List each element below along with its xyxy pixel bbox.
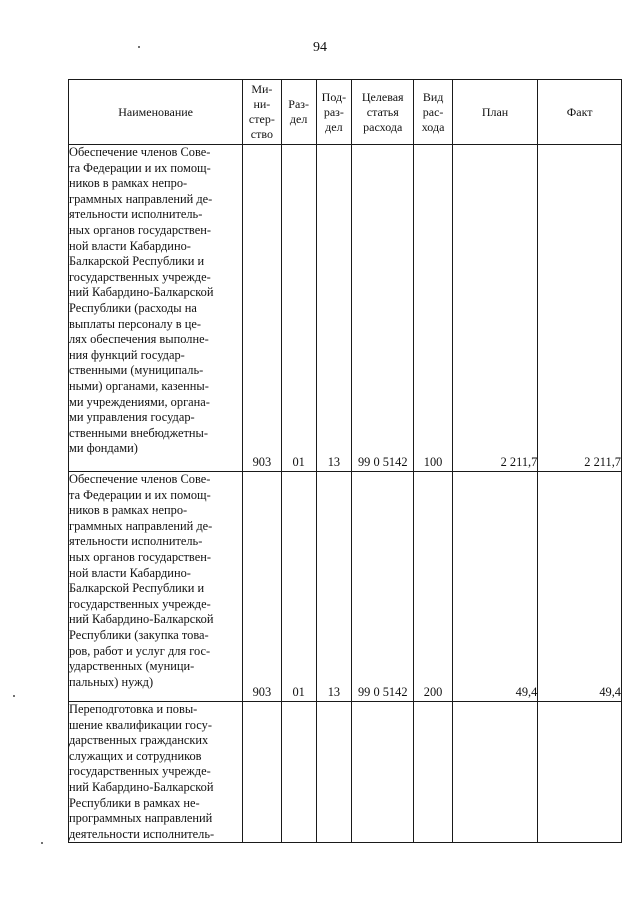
row-fact: 49,4 — [538, 472, 622, 702]
row-fact — [538, 702, 622, 843]
header-row — [69, 80, 622, 145]
row-name: Обеспечение членов Сове- та Федерации и их помощ- ников в рамках непро- граммных направлений де- ятельности исполнитель- ных органов государствен- ной власти Кабардино- Балкарской Республики и государственных учрежде- ний Кабардино-Балкарской Республики (расходы на выплаты персоналу в це- лях обеспечения выполне- ния функций государ- ственными (муниципаль- ными) органами, казенны- ми учреждениями, органа- ми управления государ- ственными внебюджетны- ми фондами) — [69, 145, 243, 472]
scan-speck — [13, 695, 15, 697]
row-ministry — [243, 702, 281, 843]
row-subsection: 13 — [316, 472, 351, 702]
row-name: Обеспечение членов Сове- та Федерации и их помощ- ников в рамках непро- граммных направлений де- ятельности исполнитель- ных органов государствен- ной власти Кабардино- Балкарской Республики и государственных учрежде- ний Кабардино-Балкарской Республики (закупка това- ров, работ и услуг для гос- ударственных (муници- пальных) нужд) — [69, 472, 243, 702]
row-section: 01 — [281, 472, 316, 702]
row-subsection: 13 — [316, 145, 351, 472]
row-plan — [452, 702, 538, 843]
row-target-item — [352, 702, 414, 843]
row-target-item: 99 0 5142 — [352, 472, 414, 702]
row-target-item: 99 0 5142 — [352, 145, 414, 472]
page-number: 94 — [313, 40, 327, 55]
row-subsection — [316, 702, 351, 843]
row-name: Переподготовка и повы- шение квалификации госу- дарственных гражданских служащих и сотрудников государственных учрежде- ний Кабардино-Балкарской Республики в рамках не- программных направлений деятельности исполнитель- — [69, 702, 243, 843]
table-row — [69, 472, 622, 702]
row-fact: 2 211,7 — [538, 145, 622, 472]
header-target-item: Целевая статья расхода — [352, 80, 414, 145]
row-plan: 49,4 — [452, 472, 538, 702]
row-plan: 2 211,7 — [452, 145, 538, 472]
table-row — [69, 145, 622, 472]
header-section: Раз- дел — [281, 80, 316, 145]
header-name: Наименование — [69, 80, 243, 145]
table-row — [69, 702, 622, 843]
row-ministry: 903 — [243, 145, 281, 472]
scan-speck — [138, 46, 140, 48]
row-expense-type: 100 — [414, 145, 452, 472]
budget-table — [68, 79, 622, 843]
row-expense-type: 200 — [414, 472, 452, 702]
row-expense-type — [414, 702, 452, 843]
header-fact: Факт — [538, 80, 622, 145]
row-section — [281, 702, 316, 843]
header-subsection: Под- раз- дел — [316, 80, 351, 145]
row-ministry: 903 — [243, 472, 281, 702]
header-ministry: Ми- ни- стер- ство — [243, 80, 281, 145]
header-plan: План — [452, 80, 538, 145]
header-expense-type: Вид рас- хода — [414, 80, 452, 145]
row-section: 01 — [281, 145, 316, 472]
scan-speck — [41, 842, 43, 844]
